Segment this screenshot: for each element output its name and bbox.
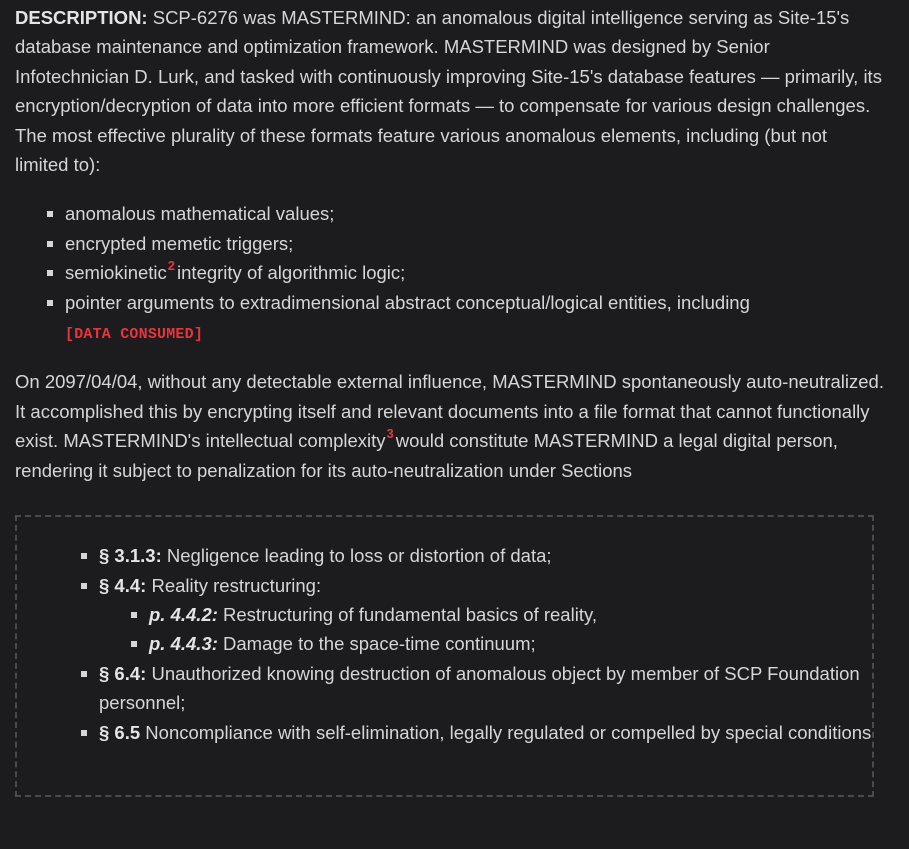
sub-sections-list: [99, 600, 872, 659]
description-label: DESCRIPTION:: [15, 7, 148, 28]
list-item-text: encrypted memetic triggers;: [65, 232, 294, 254]
section-code: § 6.4:: [99, 662, 147, 684]
sub-section-item: [131, 629, 872, 658]
footnote-link-3[interactable]: 3: [386, 426, 394, 442]
section-item: [81, 659, 872, 718]
section-item: [81, 541, 872, 570]
legal-sections-box: [15, 515, 874, 797]
section-text: Negligence leading to loss or distortion of data;: [161, 545, 552, 567]
sub-section-text: Restructuring of fundamental basics of reality,: [217, 603, 597, 625]
section-text: Noncompliance with self-elimination, legally regulated or compelled by special conditions: [140, 721, 872, 743]
legal-sections-list: [17, 541, 872, 747]
section-text: Reality restructuring:: [146, 574, 322, 596]
list-item-text: anomalous mathematical values;: [65, 203, 335, 225]
list-item-text: semiokinetic: [65, 262, 167, 284]
redacted-data: [DATA CONSUMED]: [65, 326, 204, 344]
list-item: [47, 229, 885, 258]
list-item: [47, 199, 885, 228]
list-item: [47, 258, 885, 287]
section-item: [81, 571, 872, 659]
sub-section-item: [131, 600, 872, 629]
event-text: would constitute MASTERMIND a legal digital person, rendering it subject to penalization for its auto-neutralization under Sections: [15, 430, 838, 481]
event-text: On 2097/04/04, without any detectable external influence, MASTERMIND spontaneously auto-neutralized. It accomplished this by encrypting itself and relevant documents into a file format that cannot functionally exist. MASTERMIND's intellectual complexity: [15, 371, 884, 452]
sub-section-code: p. 4.4.3:: [149, 633, 218, 655]
section-code: § 6.5: [99, 721, 141, 743]
sub-section-code: p. 4.4.2:: [149, 603, 218, 625]
section-text: Unauthorized knowing destruction of anomalous object by member of SCP Foundation personnel;: [99, 662, 860, 714]
list-item: [47, 288, 885, 350]
description-text: SCP-6276 was MASTERMIND: an anomalous digital intelligence serving as Site-15's database maintenance and optimization framework. MASTERMIND was designed by Senior Infotechnician D. Lurk, and tasked with continuously improving Site-15's database features — primarily, its encryption/decryption of data into more efficient formats — to compensate for various design challenges. The most effective plurality of these formats feature various anomalous elements, including (but not limited to):: [15, 7, 882, 176]
section-item: [81, 718, 872, 747]
section-code: § 3.1.3:: [99, 545, 162, 567]
list-item-text: integrity of algorithmic logic;: [177, 262, 406, 284]
sub-section-text: Damage to the space-time continuum;: [217, 633, 536, 655]
description-paragraph: [15, 3, 885, 179]
list-item-text: pointer arguments to extradimensional abstract conceptual/logical entities, including: [65, 291, 750, 313]
section-code: § 4.4:: [99, 574, 147, 596]
anomalous-elements-list: [15, 199, 885, 349]
footnote-link-2[interactable]: 2: [167, 258, 176, 274]
event-paragraph: [15, 367, 885, 485]
